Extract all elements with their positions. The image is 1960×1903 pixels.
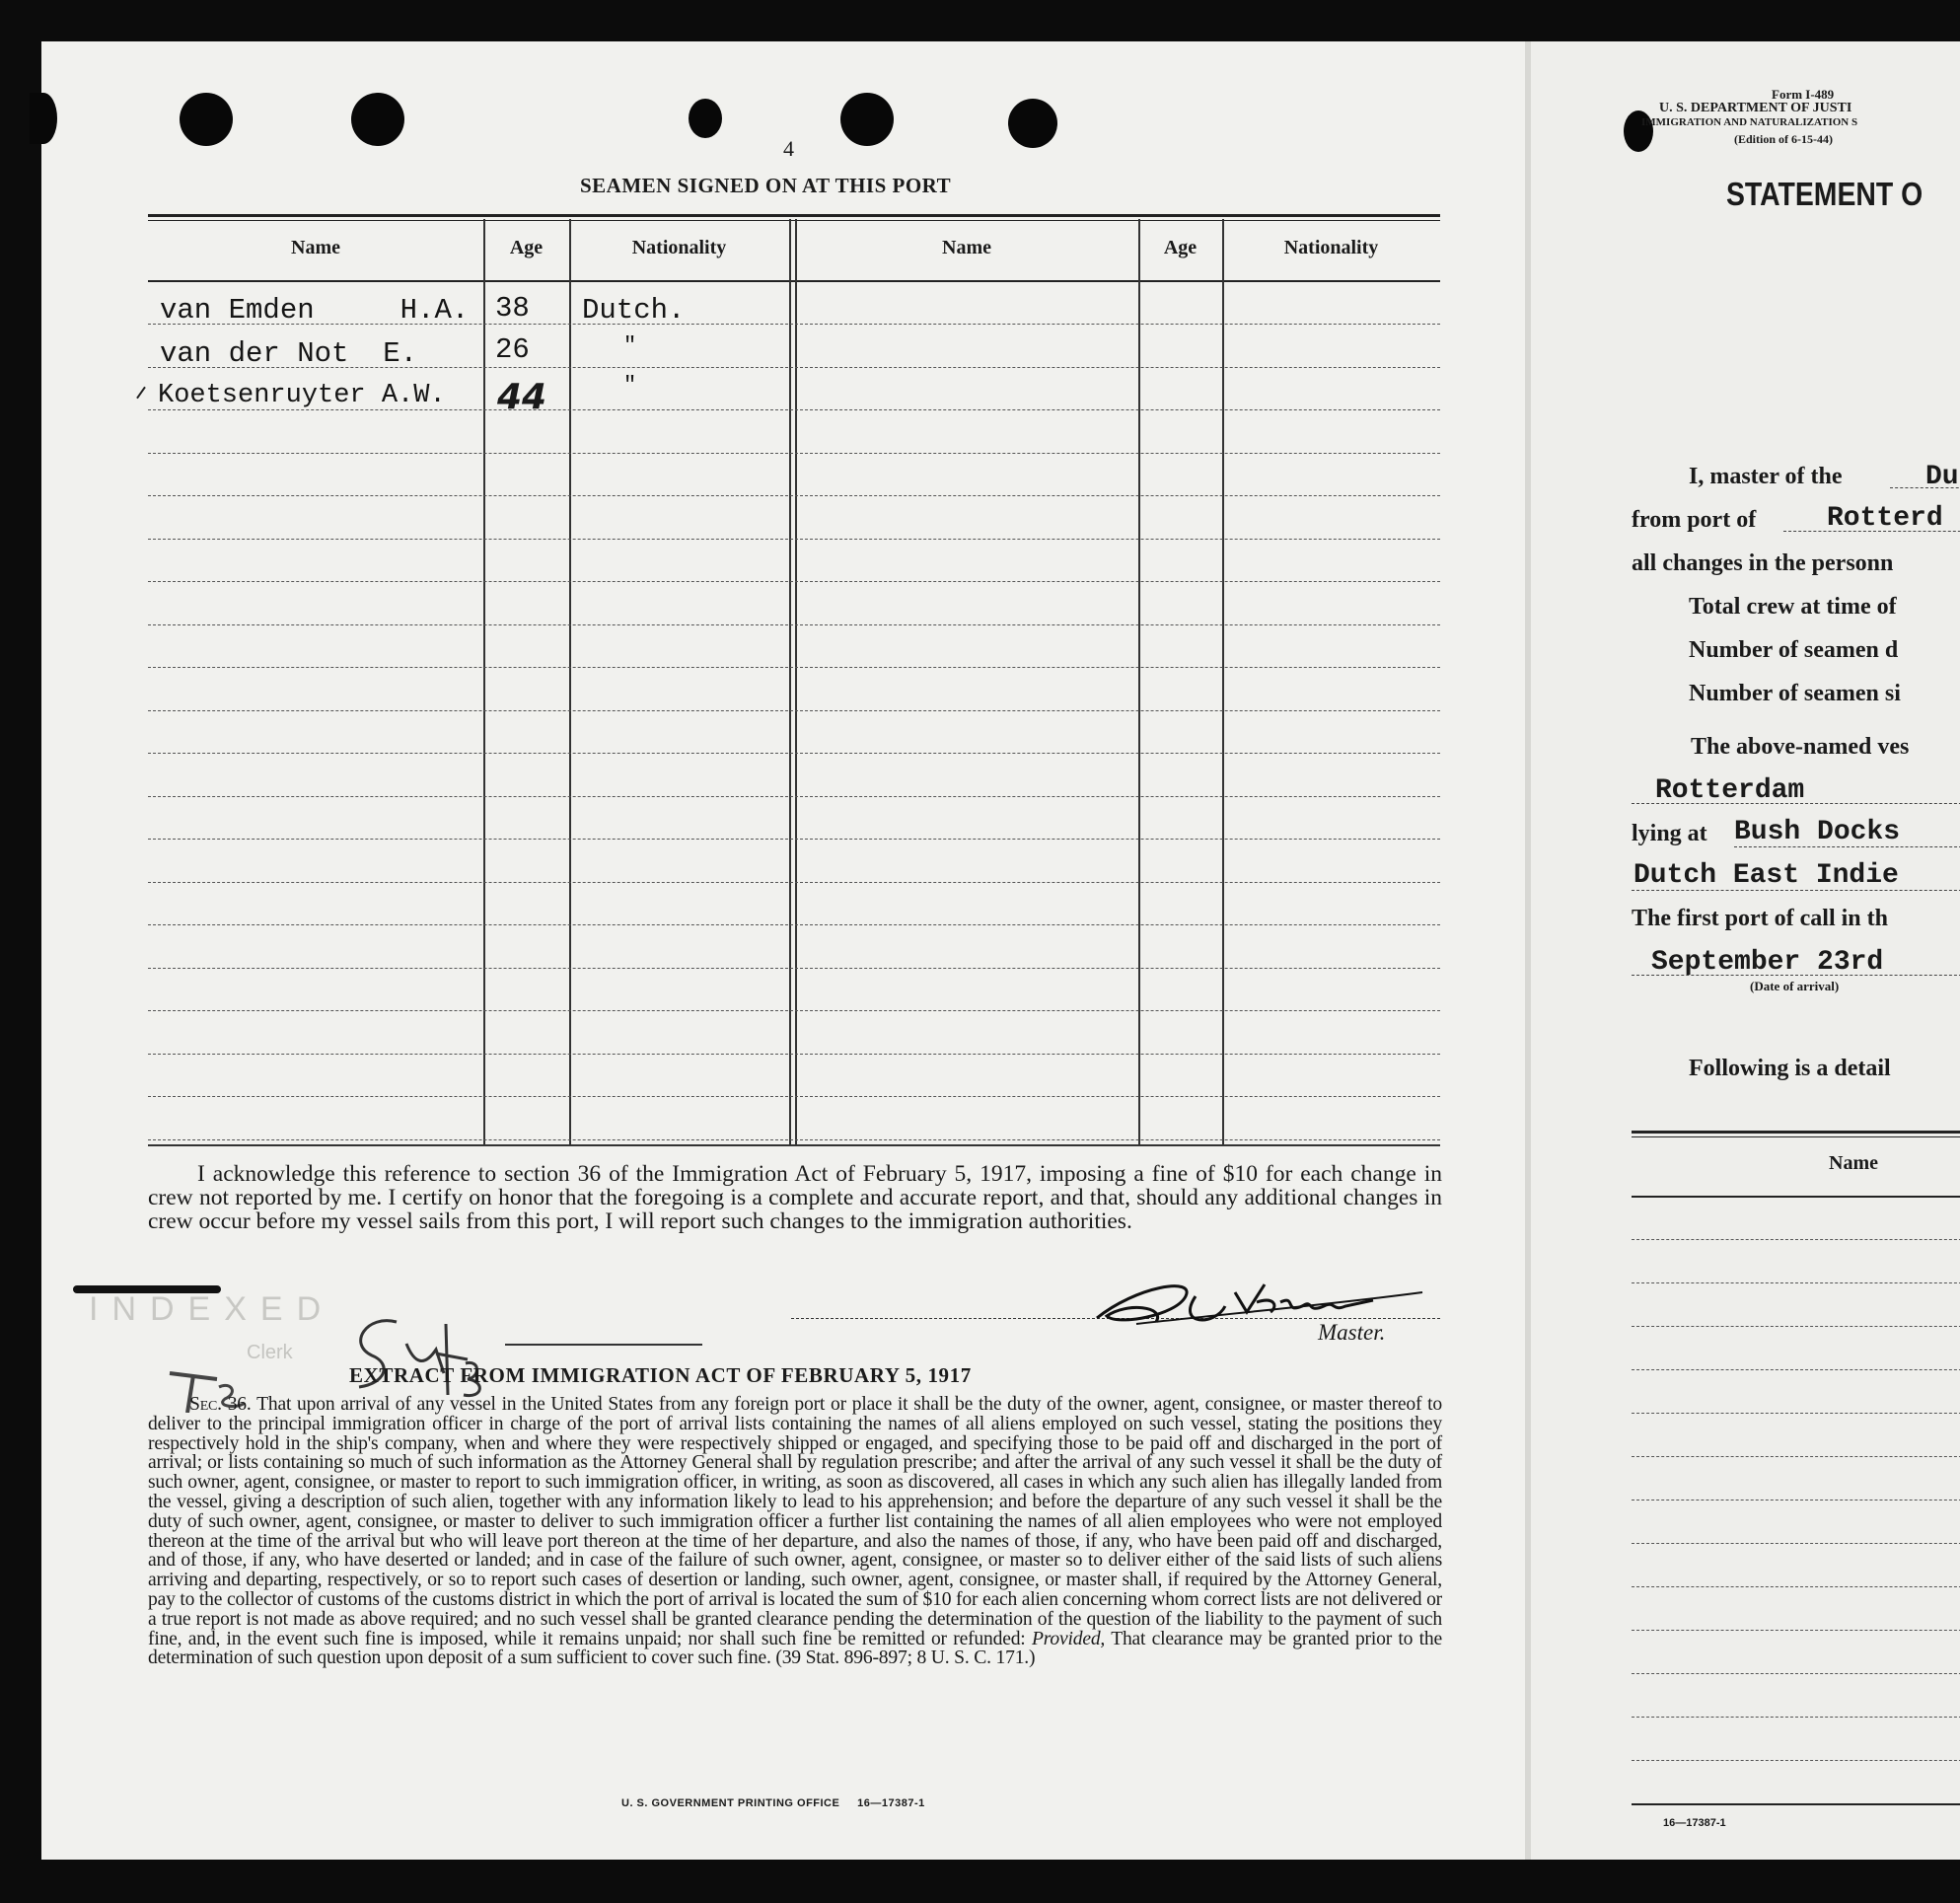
table-row-rule xyxy=(1632,1760,1960,1761)
edition: (Edition of 6-15-44) xyxy=(1734,132,1833,146)
table-row-rule xyxy=(148,495,1440,496)
table-row-age: 26 xyxy=(495,333,530,366)
check-mark xyxy=(136,387,146,400)
table-row-rule xyxy=(1632,1630,1960,1631)
section-label: Sec. 36. xyxy=(189,1394,252,1415)
left-page xyxy=(41,41,1527,1860)
master-of-label: I, master of the xyxy=(1689,464,1843,489)
table-row-rule xyxy=(148,1096,1440,1097)
seamen-signed-label: Number of seamen si xyxy=(1689,681,1901,706)
table-row-rule xyxy=(1632,1456,1960,1457)
table-row-rule xyxy=(148,882,1440,883)
department: U. S. DEPARTMENT OF JUSTI xyxy=(1659,101,1852,115)
all-changes-label: all changes in the personn xyxy=(1632,550,1894,576)
form-title: STATEMENT O xyxy=(1726,176,1924,212)
table-row-name: Koetsenruyter A.W. xyxy=(158,381,446,410)
acknowledgment-paragraph: I acknowledge this reference to section 36 of the Immigration Act of February 5, 1917, imposing a fine of $10 for each change in crew not reported by me. I certify on honor that the foregoing is a complete and accurate report, and that, should any additional changes in crew occur before my vessel sails from this port, I will report such changes to the immigration authorities. xyxy=(148,1161,1442,1234)
table-row-rule xyxy=(148,624,1440,625)
master-signature xyxy=(1077,1267,1442,1336)
punch-hole xyxy=(351,93,404,146)
column-header-nationality: Nationality xyxy=(1283,237,1379,258)
table-row-rule xyxy=(148,667,1440,668)
punch-hole xyxy=(840,93,894,146)
table-row-age: 44 xyxy=(497,377,547,417)
table-row-rule xyxy=(148,1139,1440,1140)
table-row-rule xyxy=(1632,1369,1960,1370)
column-header-age: Age xyxy=(509,237,544,258)
table-row-rule xyxy=(1632,1413,1960,1414)
lying-at-label: lying at xyxy=(1632,821,1707,846)
table-row-nationality: " xyxy=(623,373,637,398)
table-row-rule xyxy=(1632,1326,1960,1327)
table-row-rule xyxy=(1632,1586,1960,1587)
table-row-name: van Emden H.A. xyxy=(160,294,470,327)
table-row-rule xyxy=(148,839,1440,840)
first-port-label: The first port of call in th xyxy=(1632,906,1888,931)
clerk-stamp: Clerk xyxy=(247,1342,293,1363)
extract-title: EXTRACT FROM IMMIGRATION ACT OF FEBRUARY 5, 1917 xyxy=(349,1363,972,1387)
from-port-label: from port of xyxy=(1632,507,1757,533)
table-row-nationality: Dutch. xyxy=(582,294,686,327)
table-row-rule xyxy=(1632,1543,1960,1544)
table-row-rule xyxy=(1632,1673,1960,1674)
port-value: Rotterdam xyxy=(1655,775,1805,806)
punch-hole xyxy=(180,93,233,146)
section-36-text xyxy=(148,1395,1442,1668)
section-provided: Provided, xyxy=(1031,1628,1106,1649)
table-row-age: 38 xyxy=(495,292,530,325)
table-row-rule xyxy=(148,753,1440,754)
table-row-rule xyxy=(1632,1239,1960,1240)
right-page xyxy=(1531,41,1960,1860)
table-row-rule xyxy=(148,796,1440,797)
column-header-name: Name xyxy=(942,237,991,258)
short-divider xyxy=(505,1344,702,1346)
punch-hole xyxy=(1008,99,1057,148)
punch-hole xyxy=(689,99,722,138)
right-printer-line: 16—17387-1 xyxy=(1663,1817,1726,1829)
section-tail: That clearance may be granted prior to the determination of such question upon deposit of a sum sufficient to cover such fine. (39 Stat. 896-897; 8 U. S. C. 171.) xyxy=(148,1628,1442,1669)
table-row-rule xyxy=(148,924,1440,925)
table-row-rule xyxy=(148,1010,1440,1011)
form-number: Form I-489 xyxy=(1772,87,1835,102)
section-body: That upon arrival of any vessel in the United States from any foreign port or place it shall be the duty of the owner, agent, consignee, or master thereof to deliver to the principal immigration officer in charge of the port of arrival lists containing the names of all aliens employed on such vessel, stating the positions they respectively hold in the ship's company, when and where they were respectively shipped or engaged, and specifying those to be paid off and discharged in the port of arrival; or lists containing so much of such information as the Attorney General shall by regulation prescribe; and after the arrival of any such vessel it shall be the duty of such owner, agent, consignee, or master to report to such immigration officer, in writing, as soon as discovered, all cases in which any such alien has illegally landed from the vessel, giving a description of such alien, together with any information likely to lead to his apprehension; and before the departure of any such vessel it shall be the duty of such owner, agent, consignee, or master to deliver to such immigration officer a further list containing the names of all alien employees who were not employed thereon at the time of the arrival but who will leave port thereon at the time of her departure, and also the names of those, if any, who have been paid off and discharged, and of those, if any, who have deserted or landed; and in case of the failure of such owner, agent, consignee, or master so to deliver either of the said lists of such aliens arriving and departing, respectively, or so to report such cases of desertion or landing, such owner, agent, consignee, or master shall, if required by the Attorney General, pay to the collector of customs of the customs district in which the port of arrival is located the sum of $10 for each alien concerning whom correct lists are not delivered or a true report is not made as above required; and no such vessel shall be granted clearance pending the determination of the question of the liability to the payment of such fine, and, in the event such fine is imposed, while it remains unpaid; nor shall such fine be remitted or refunded: xyxy=(148,1394,1443,1649)
table-row-rule xyxy=(148,1054,1440,1055)
seamen-discharged-label: Number of seamen d xyxy=(1689,637,1899,663)
printer-line: U. S. GOVERNMENT PRINTING OFFICE 16—17387-1 xyxy=(621,1797,925,1809)
indexed-stamp: INDEXED xyxy=(89,1290,335,1328)
indies-value: Dutch East Indie xyxy=(1633,860,1899,891)
table-row-rule xyxy=(148,453,1440,454)
column-header-name: Name xyxy=(291,237,340,258)
name-column-header: Name xyxy=(1829,1152,1878,1174)
page-title: SEAMEN SIGNED ON AT THIS PORT xyxy=(580,174,952,197)
table-row-nationality: " xyxy=(623,333,637,358)
master-of-value: Du xyxy=(1925,462,1959,492)
lying-at-value: Bush Docks xyxy=(1734,817,1901,847)
from-port-value: Rotterd xyxy=(1827,503,1943,534)
date-value: September 23rd xyxy=(1651,947,1884,978)
column-header-age: Age xyxy=(1163,237,1198,258)
service: IMMIGRATION AND NATURALIZATION S xyxy=(1641,116,1858,128)
master-label: Master. xyxy=(1318,1320,1386,1345)
table-row-rule xyxy=(1632,1282,1960,1283)
table-row-name: van der Not E. xyxy=(160,337,418,370)
page-number: 4 xyxy=(783,136,794,161)
date-caption: (Date of arrival) xyxy=(1750,979,1840,993)
table-row-rule xyxy=(148,710,1440,711)
table-row-rule xyxy=(148,539,1440,540)
total-crew-label: Total crew at time of xyxy=(1689,594,1897,620)
column-header-nationality: Nationality xyxy=(631,237,727,258)
table-row-rule xyxy=(148,968,1440,969)
punch-hole xyxy=(30,93,57,144)
above-named-label: The above-named ves xyxy=(1691,734,1910,760)
following-label: Following is a detail xyxy=(1689,1056,1891,1081)
table-row-rule xyxy=(1632,1717,1960,1718)
table-row-rule xyxy=(148,581,1440,582)
